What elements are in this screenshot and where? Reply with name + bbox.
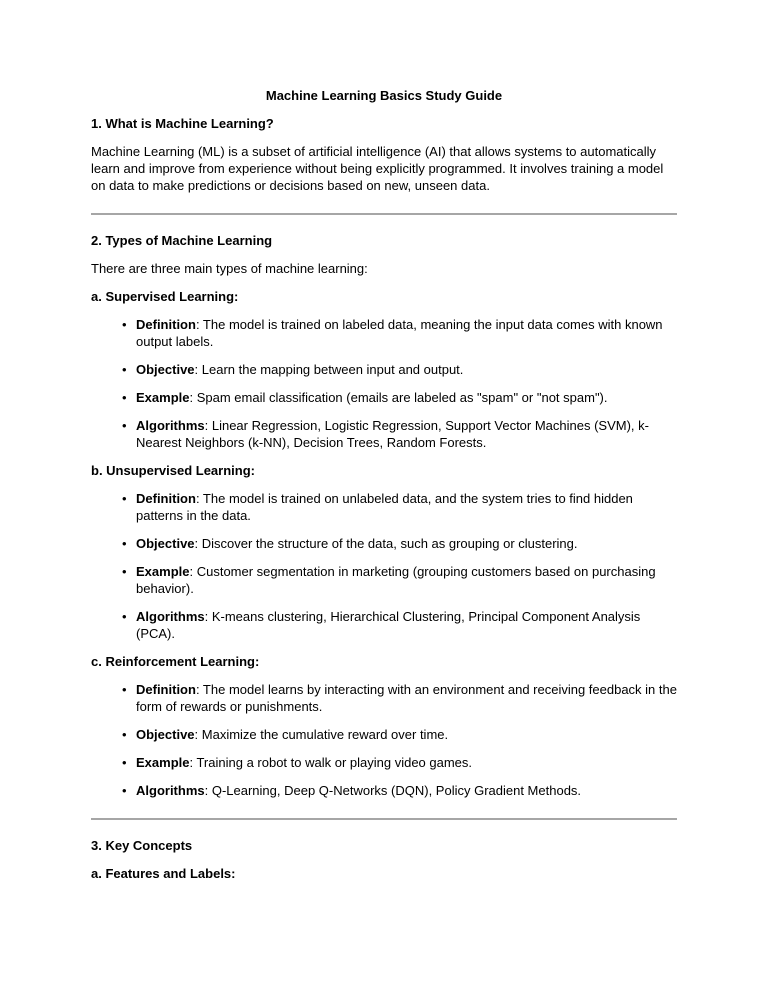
bullet-item: [91, 681, 677, 715]
document-heading: 2. Types of Machine Learning: [91, 233, 273, 248]
bullet-text: : Spam email classification (emails are labeled as "spam" or "not spam").: [189, 390, 608, 405]
bullet-lead-label: Definition: [136, 491, 196, 506]
bullet-lead-label: Objective: [136, 536, 195, 551]
bullet-text: : Learn the mapping between input and output.: [194, 362, 464, 377]
document-subheading: a. Features and Labels:: [91, 866, 236, 881]
bullet-text: : Linear Regression, Logistic Regression, Support Vector Machines (SVM), k-Nearest Neighbors (k-NN), Decision Trees, Random Forests.: [136, 418, 649, 450]
bullet-item: [91, 563, 677, 597]
bullet-item: [91, 535, 677, 552]
document-subheading: b. Unsupervised Learning:: [91, 463, 255, 478]
bullet-item: [91, 490, 677, 524]
bullet-lead-label: Objective: [136, 362, 195, 377]
bullet-item: [91, 389, 677, 406]
bullet-lead-label: Objective: [136, 727, 195, 742]
bullet-text: : The model learns by interacting with an environment and receiving feedback in the form of rewards or punishments.: [136, 682, 677, 714]
bullet-text: : Training a robot to walk or playing video games.: [189, 755, 473, 770]
bullet-list: [91, 490, 677, 642]
bullet-lead-label: Example: [136, 390, 190, 405]
bullet-list: [91, 316, 677, 451]
bullet-item: [91, 417, 677, 451]
section-divider: [91, 213, 677, 215]
bullet-item: [91, 754, 677, 771]
bullet-text: : The model is trained on labeled data, meaning the input data comes with known output labels.: [136, 317, 663, 349]
bullet-text: : Customer segmentation in marketing (grouping customers based on purchasing behavior).: [136, 564, 656, 596]
document-subheading: a. Supervised Learning:: [91, 289, 239, 304]
bullet-text: : Q-Learning, Deep Q-Networks (DQN), Policy Gradient Methods.: [204, 783, 582, 798]
bullet-text: : K-means clustering, Hierarchical Clustering, Principal Component Analysis (PCA).: [136, 609, 641, 641]
bullet-lead-label: Algorithms: [136, 418, 205, 433]
document-heading: 1. What is Machine Learning?: [91, 116, 274, 131]
bullet-item: [91, 361, 677, 378]
document-title: Machine Learning Basics Study Guide: [265, 88, 503, 103]
bullet-lead-label: Algorithms: [136, 783, 205, 798]
bullet-list: [91, 681, 677, 799]
bullet-lead-label: Algorithms: [136, 609, 205, 624]
document-content: [91, 87, 677, 882]
bullet-item: [91, 726, 677, 743]
section-divider: [91, 818, 677, 820]
document-paragraph: There are three main types of machine learning:: [91, 261, 368, 276]
bullet-text: : Maximize the cumulative reward over time.: [194, 727, 449, 742]
bullet-lead-label: Definition: [136, 682, 196, 697]
document-paragraph: Machine Learning (ML) is a subset of artificial intelligence (AI) that allows systems to automatically learn and improve from experience without being explicitly programmed. It involves training a model on data to make predictions or decisions based on new, unseen data.: [91, 144, 664, 193]
bullet-item: [91, 316, 677, 350]
document-heading: 3. Key Concepts: [91, 838, 193, 853]
bullet-lead-label: Example: [136, 755, 190, 770]
bullet-lead-label: Definition: [136, 317, 196, 332]
bullet-text: : The model is trained on unlabeled data, and the system tries to find hidden patterns in the data.: [136, 491, 633, 523]
bullet-text: : Discover the structure of the data, such as grouping or clustering.: [194, 536, 578, 551]
bullet-item: [91, 608, 677, 642]
document-subheading: c. Reinforcement Learning:: [91, 654, 260, 669]
bullet-lead-label: Example: [136, 564, 190, 579]
bullet-item: [91, 782, 677, 799]
